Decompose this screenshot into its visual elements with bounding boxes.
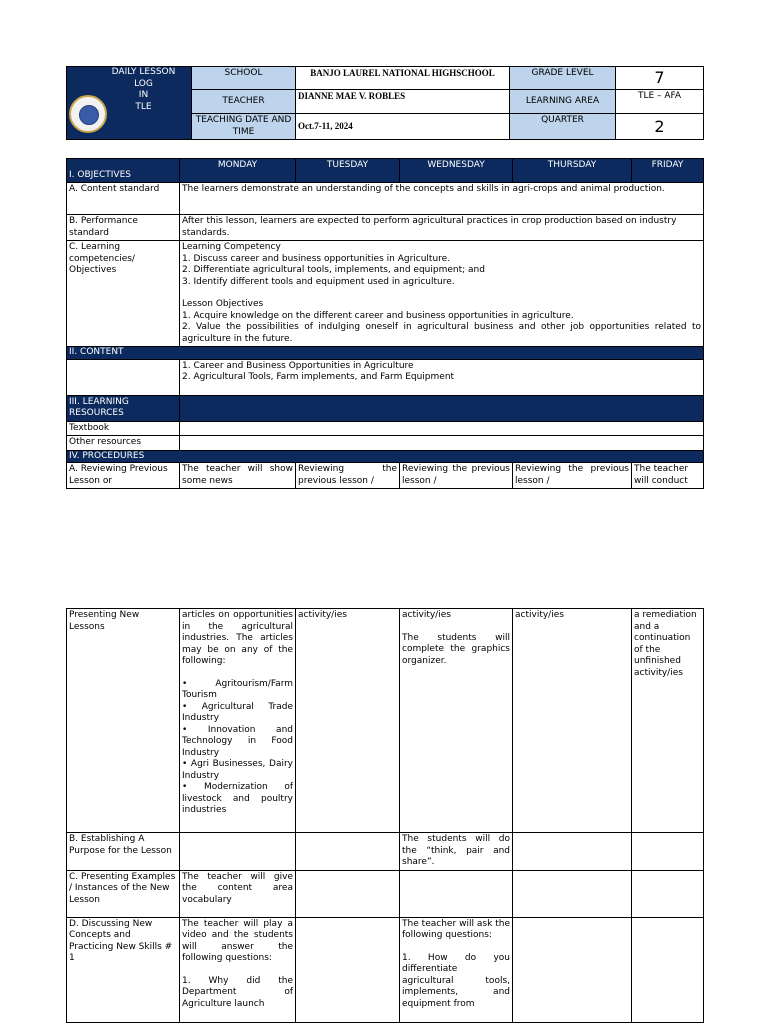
lesson-objective-line: 1. Acquire knowledge on the different career and business opportunities in agriculture. [182,310,574,321]
section-content: II. CONTENT [67,347,704,360]
quarter-label: QUARTER [510,114,616,140]
section-objectives: I. OBJECTIVES [67,159,180,183]
proc-a-monday-line: • Agri Businesses, Dairy Industry [182,759,293,781]
objectives-table [66,158,704,489]
content-standard-label: A. Content standard [67,183,180,215]
proc-d-label: D. Discussing New Concepts and Practicing New Skills # 1 [67,917,180,1022]
proc-a-tuesday-cont: activity/ies [296,609,400,833]
school-value: BANJO LAUREL NATIONAL HIGHSCHOOL [296,67,510,90]
date-value: Oct.7-11, 2024 [296,114,510,140]
competency-text [180,241,704,347]
school-label: SCHOOL [192,67,296,90]
competency-line: 3. Identify different tools and equipment used in agriculture. [182,276,455,287]
proc-a-thursday-cont: activity/ies [513,609,632,833]
date-label: TEACHING DATE AND TIME [192,114,296,140]
competency-line: 1. Discuss career and business opportunities in Agriculture. [182,253,451,264]
grade-value: 7 [616,67,704,90]
proc-a-monday-cont [180,609,296,833]
proc-d-wednesday-line: 1. How do you differentiate agricultural tools, implements, and equipment from [402,952,510,1009]
textbook-label: Textbook [67,421,180,436]
proc-a-monday-line: • Innovation and Technology in Food Industry [182,724,293,758]
proc-c-monday: The teacher will give the content area vocabulary [180,870,296,917]
competency-line: Learning Competency [182,242,281,252]
dll-header-table [66,66,704,140]
proc-a-friday: The teacher will conduct [632,463,704,489]
proc-b-wednesday: The students will do the “think, pair and share”. [400,833,513,871]
proc-b-label: B. Establishing A Purpose for the Lesson [67,833,180,871]
grade-label: GRADE LEVEL [510,67,616,90]
proc-a-label: A. Reviewing Previous Lesson or [67,463,180,489]
quarter-value: 2 [616,114,704,140]
proc-d-monday [180,917,296,1022]
content-list [180,359,704,395]
teacher-label: TEACHER [192,90,296,114]
other-resources-label: Other resources [67,436,180,451]
proc-d-wednesday [400,917,513,1022]
teacher-value: DIANNE MAE V. ROBLES [296,90,510,114]
proc-a-tuesday: Reviewing the previous lesson / [296,463,400,489]
section-procedures: IV. PROCEDURES [67,450,704,463]
proc-a-friday-cont: a remediation and a continuation of the unfinished activity/ies [632,609,704,833]
proc-a-thursday: Reviewing the previous lesson / [513,463,632,489]
day-header: THURSDAY [513,159,632,183]
competency-line: 2. Differentiate agricultural tools, implements, and equipment; and [182,265,485,275]
content-empty [67,359,180,395]
proc-a-monday-line: • Modernization of livestock and poultry industries [182,782,293,815]
lesson-objective-line: 2. Value the possibilities of indulging oneself in agricultural business and other job opportunities related to agriculture in the future. [182,322,701,344]
proc-a-wednesday-line: activity/ies [402,610,451,620]
proc-c-label: C. Presenting Examples / Instances of the New Lesson [67,870,180,917]
day-header: FRIDAY [632,159,704,183]
area-label: LEARNING AREA [510,90,616,114]
dll-title-cell [67,67,192,140]
proc-a-monday: The teacher will show some news [180,463,296,489]
dll-title-line: DAILY LESSON [111,67,176,77]
performance-standard-text: After this lesson, learners are expected to perform agricultural practices in crop production based on industry standards. [180,215,704,241]
competency-label: C. Learning competencies/ Objectives [67,241,180,347]
dll-title-line: LOG [134,78,153,89]
procedures-table [66,608,704,1023]
proc-a-wednesday-line: The students will complete the graphics organizer. [402,632,510,666]
proc-a-wednesday-cont [400,609,513,833]
content-standard-text: The learners demonstrate an understanding of the concepts and skills in agri-crops and animal production. [180,183,704,215]
day-header: MONDAY [180,159,296,183]
proc-a-monday-line: articles on opportunities in the agricultural industries. The articles may be on any of the following: [182,610,293,666]
day-header: TUESDAY [296,159,400,183]
content-line: 2. Agricultural Tools, Farm implements, and Farm Equipment [182,372,455,382]
proc-a-label-cont: Presenting New Lessons [67,609,180,833]
dll-title-line: TLE [135,101,152,112]
area-value: TLE – AFA [616,90,704,114]
proc-a-monday-line: • Agricultural Trade Industry [182,701,293,723]
performance-standard-label: B. Performance standard [67,215,180,241]
proc-a-monday-line: • Agritourism/Farm Tourism [182,678,293,700]
proc-d-wednesday-line: The teacher will ask the following questions: [402,918,510,940]
section-resources: III. LEARNING RESOURCES [67,395,180,421]
day-header: WEDNESDAY [400,159,513,183]
content-line: 1. Career and Business Opportunities in Agriculture [182,360,414,371]
lesson-objective-line: Lesson Objectives [182,299,264,309]
proc-d-monday-line: The teacher will play a video and the students will answer the following questions: [182,918,293,963]
dll-title-line: IN [138,90,149,100]
proc-a-wednesday: Reviewing the previous lesson / [400,463,513,489]
proc-d-monday-line: 1. Why did the Department of Agriculture launch [182,975,293,1009]
